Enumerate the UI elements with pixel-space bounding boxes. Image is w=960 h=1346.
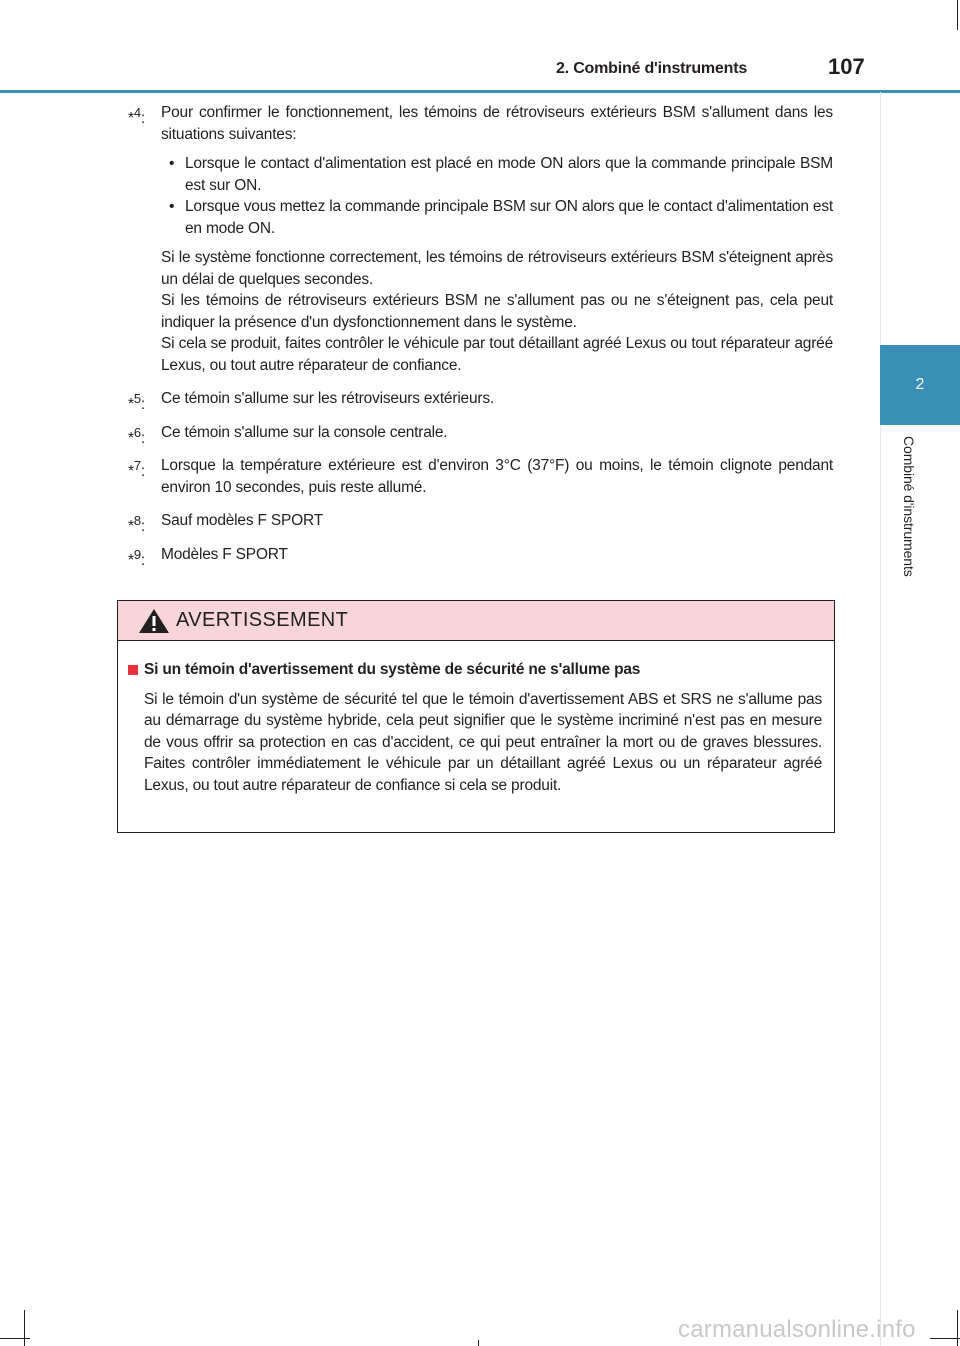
warning-header	[118, 601, 834, 641]
side-divider	[880, 92, 881, 1346]
warning-item-title: Si un témoin d'avertissement du système de sécurité ne s'allume pas	[128, 659, 822, 681]
bullet-icon: •	[169, 198, 175, 215]
note-7	[128, 455, 833, 498]
note-5	[128, 388, 833, 414]
note-4	[128, 102, 833, 376]
crop-mark	[957, 1310, 958, 1346]
warning-triangle-icon	[138, 608, 170, 634]
list-item: • Lorsque le contact d'alimentation est placé en mode ON alors que la commande principale BSM est sur ON.	[169, 155, 833, 194]
note-marker: *$^9$:	[128, 546, 145, 569]
note-text: Sauf modèles F SPORT	[161, 512, 323, 529]
chapter-tab[interactable]	[880, 345, 960, 425]
crop-mark	[0, 1338, 30, 1339]
note-marker: *$^4$:	[128, 105, 145, 128]
note-paragraph: Si les témoins de rétroviseurs extérieurs BSM ne s'allument pas ou ne s'éteignent pas, cela peut indiquer la présence d'un dysfonctionnement dans le système.	[161, 292, 833, 331]
watermark-logo: carmanualsonline.info	[678, 1316, 916, 1343]
chapter-tab-label: Combiné d'instruments	[901, 436, 917, 577]
warning-box	[117, 600, 835, 833]
crop-mark	[478, 1340, 479, 1346]
list-item: • Lorsque vous mettez la commande principale BSM sur ON alors que le contact d'alimentation est en mode ON.	[169, 198, 833, 237]
note-paragraph: Si cela se produit, faites contrôler le véhicule par tout détaillant agréé Lexus ou tout réparateur agréé Lexus, ou tout autre réparateur de confiance.	[161, 335, 833, 374]
bullet-icon: •	[169, 155, 175, 172]
note-6	[128, 422, 833, 447]
crop-mark	[24, 1310, 25, 1346]
warning-title: AVERTISSEMENT	[176, 609, 349, 631]
note-text: Ce témoin s'allume sur la console centrale.	[161, 423, 448, 441]
note-marker: *$^6$:	[128, 424, 145, 447]
note-text: Lorsque la température extérieure est d'environ 3°C (37°F) ou moins, le témoin clignote pendant environ 10 secondes, puis reste allumé.	[161, 457, 833, 496]
warning-item-text: Si le témoin d'un système de sécurité tel que le témoin d'avertissement ABS et SRS ne s'allume pas au démarrage du système hybride, cela peut signifier que le système incriminé n'est pas en mesure de vous offrir sa protection en cas d'accident, ce qui peut entraîner la mort ou de graves blessures. Faites contrôler immédiatement le véhicule par un détaillant agréé Lexus ou un réparateur agréé Lexus, ou tout autre réparateur de confiance si cela se produit.	[144, 690, 822, 794]
note-bullets	[161, 153, 833, 239]
page-header	[0, 0, 960, 92]
header-rule	[0, 90, 960, 93]
square-bullet-icon	[128, 665, 138, 675]
note-paragraph: Si le système fonctionne correctement, les témoins de rétroviseurs extérieurs BSM s'éteignent après un délai de quelques secondes.	[161, 249, 833, 288]
note-marker: *$^8$:	[128, 513, 145, 536]
section-title: 2. Combiné d'instruments	[556, 60, 748, 77]
note-marker: *$^7$:	[128, 458, 145, 481]
note-text: Pour confirmer le fonctionnement, les témoins de rétroviseurs extérieurs BSM s'allument dans les situations suivantes:	[161, 104, 833, 143]
note-9	[128, 544, 833, 569]
note-8	[128, 510, 833, 536]
note-text: Modèles F SPORT	[161, 545, 288, 563]
note-marker: *$^5$:	[128, 391, 145, 414]
warning-body	[118, 641, 834, 796]
note-text: Ce témoin s'allume sur les rétroviseurs extérieurs.	[161, 390, 495, 407]
notes-list	[128, 102, 833, 577]
crop-mark	[930, 1338, 960, 1339]
chapter-tab-number: 2	[915, 376, 925, 393]
page-number: 107	[828, 54, 865, 79]
